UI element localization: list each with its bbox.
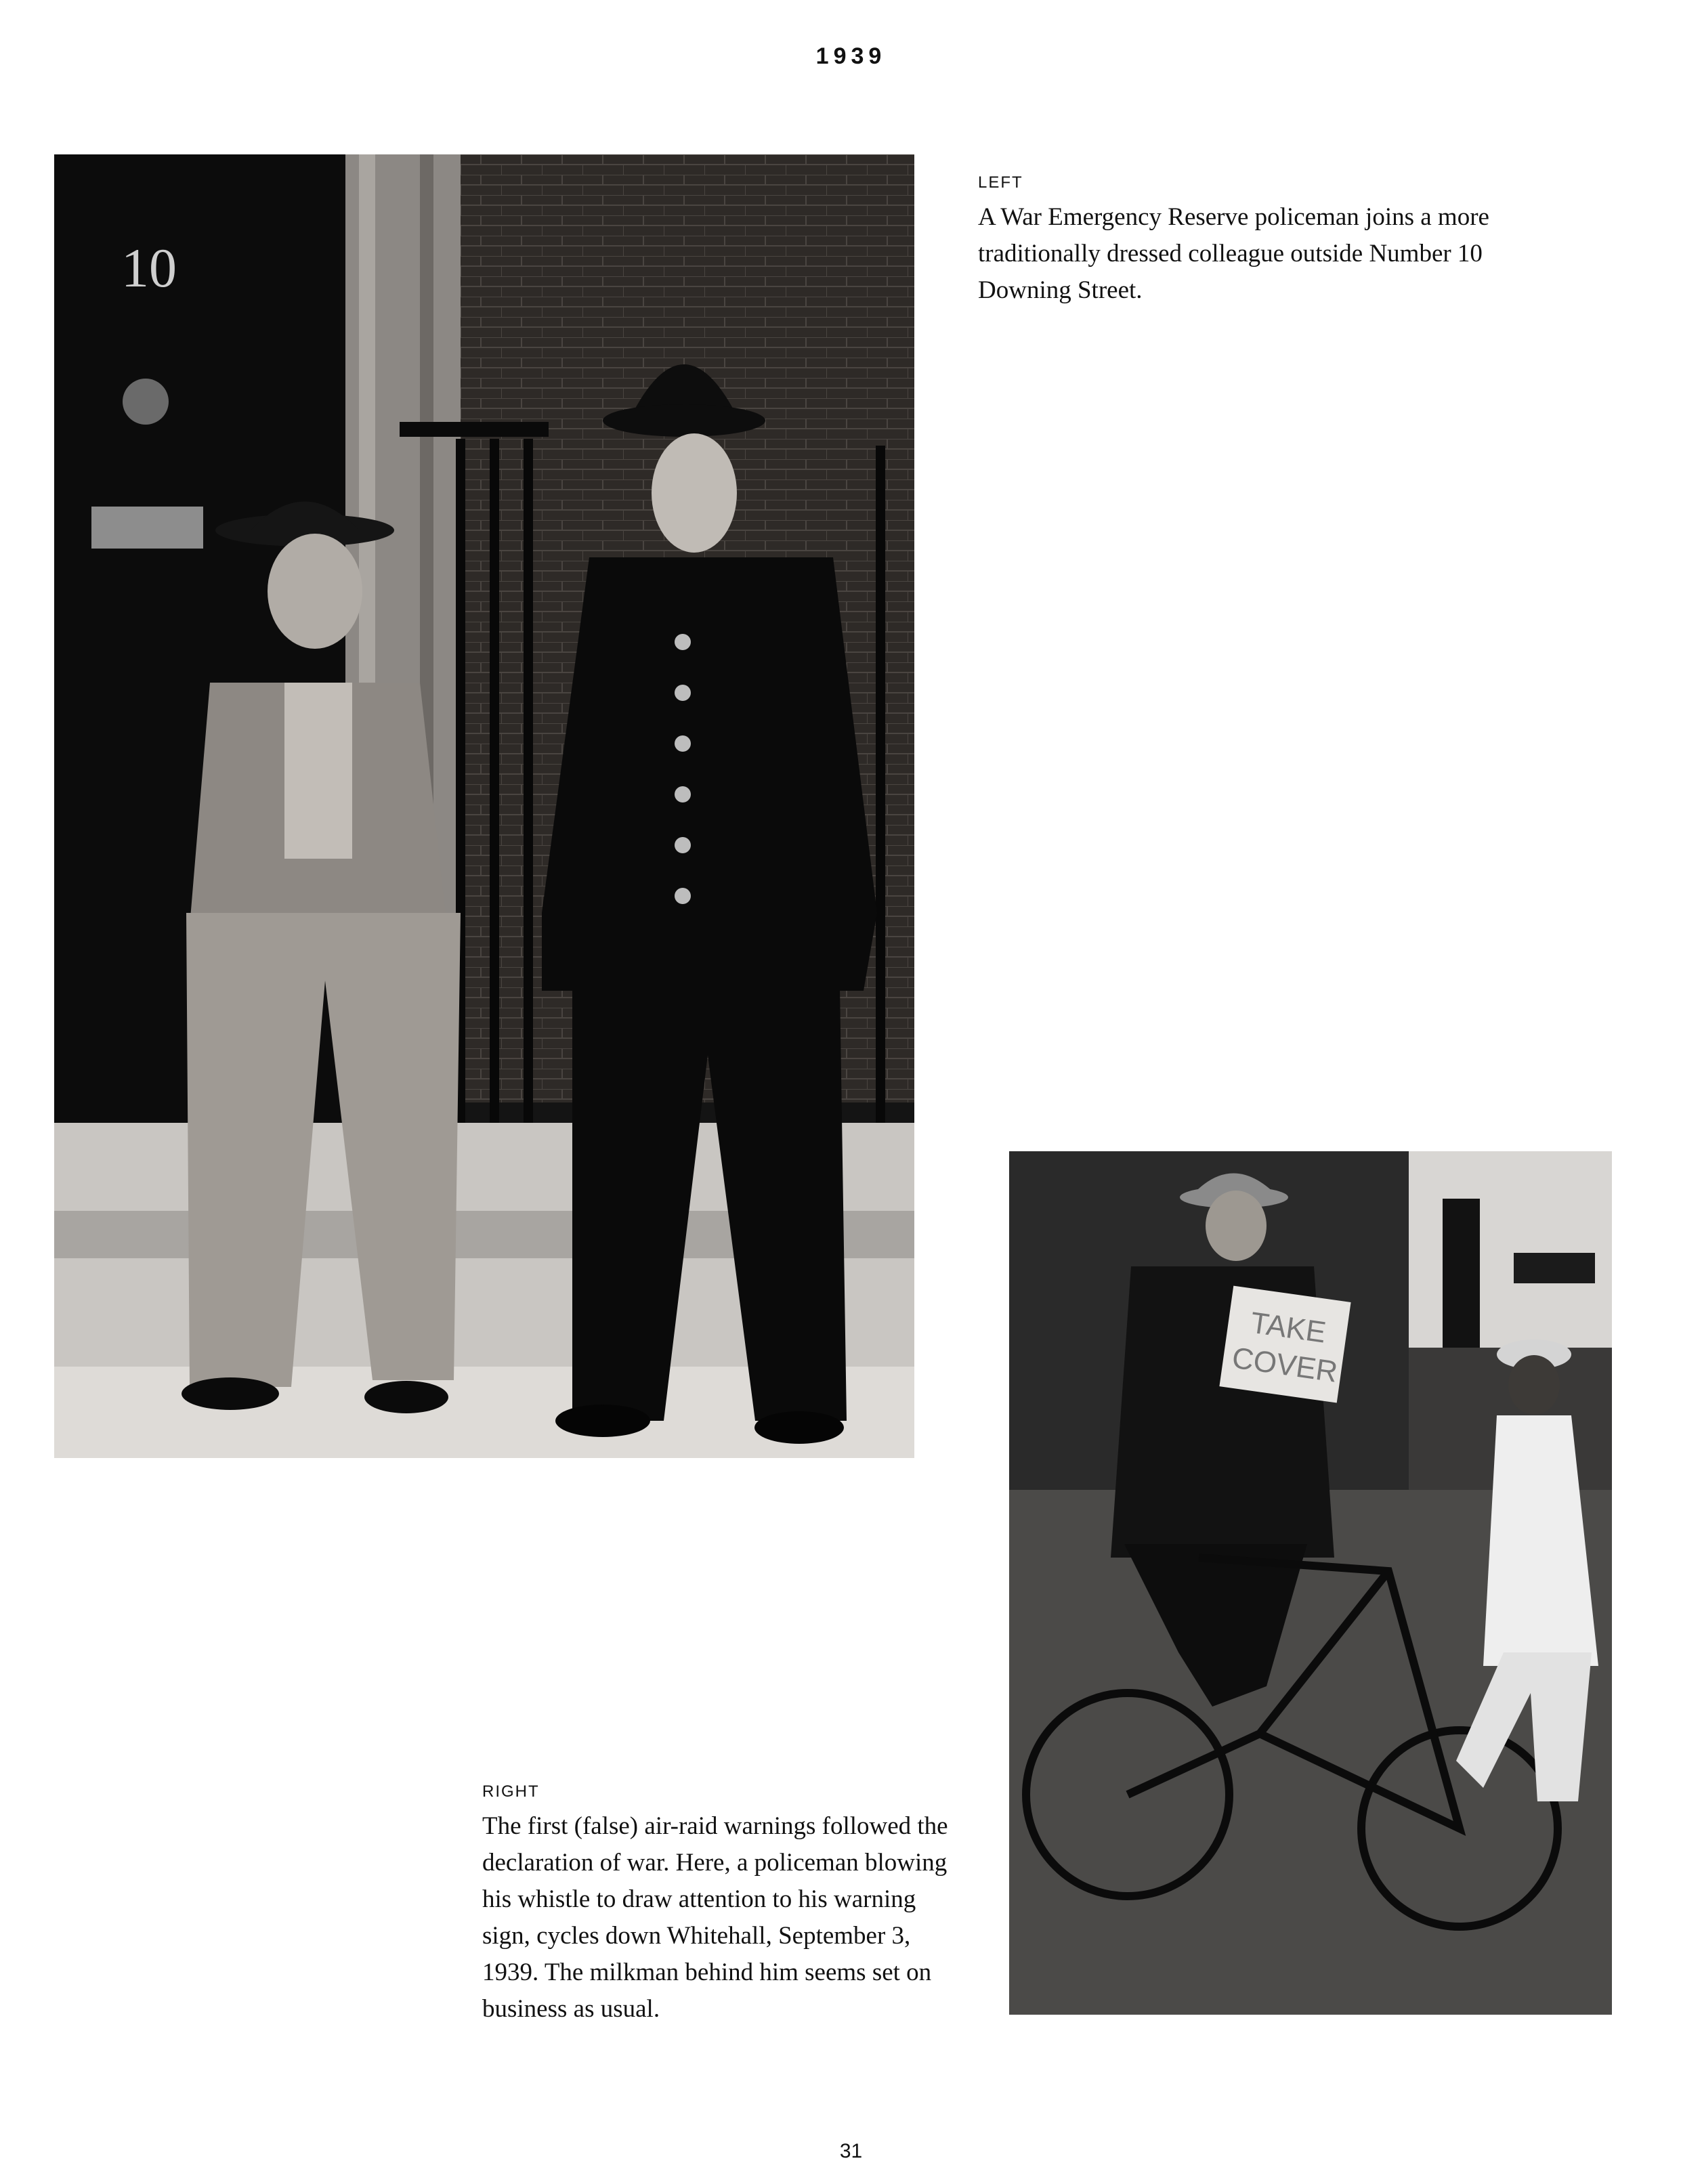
caption-right — [482, 1782, 956, 2028]
caption-left-text: A War Emergency Reserve policeman joins a more traditionally dressed colleague outside Number 10 Downing Street. — [978, 203, 1489, 304]
caption-right-text: The first (false) air-raid warnings followed the declaration of war. Here, a policeman blowing his whistle to draw attention to his warning sign, cycles down Whitehall, September 3, 1939. The milkman behind him seems set on business as usual. — [482, 1812, 948, 2023]
take-cover-cyclist-photo — [1009, 1151, 1612, 2015]
sign-line-1: TAKE — [1248, 1306, 1328, 1350]
caption-left — [978, 173, 1493, 309]
page-number: 31 — [839, 2140, 863, 2162]
running-head-year: 1939 — [815, 43, 887, 69]
sign-line-2: COVER — [1230, 1341, 1340, 1389]
door-number: 10 — [121, 237, 177, 299]
caption-right-label: RIGHT — [482, 1782, 540, 1801]
caption-left-label: LEFT — [978, 173, 1023, 192]
downing-street-photo — [54, 154, 914, 1458]
